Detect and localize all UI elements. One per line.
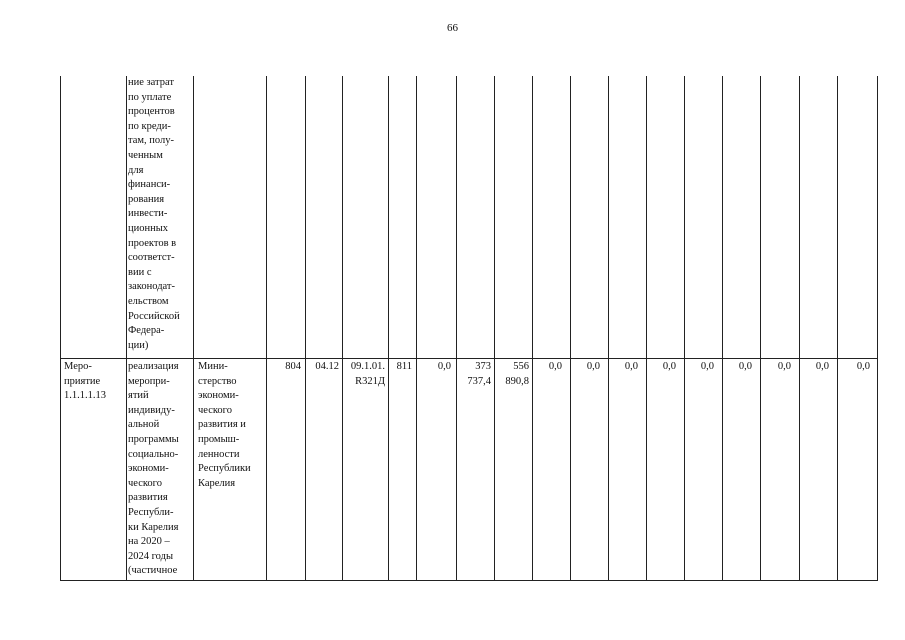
value-cell: 0,0 <box>700 361 714 372</box>
value-cell: 0,0 <box>777 361 791 372</box>
vr-code-cell: 811 <box>396 361 412 372</box>
budget-table <box>60 76 878 581</box>
column-divider <box>494 76 495 581</box>
continued-description-cell: ние затрат по уплате процентов по креди- там, полу- ченным для финанси- рования инвести- ционных проектов в соответст- вии с законодат- ельством Российской Федера- ции) <box>128 77 180 351</box>
value-cell: 0,0 <box>624 361 638 372</box>
value-cell: 0,0 <box>437 361 451 372</box>
column-divider <box>456 76 457 581</box>
column-divider <box>532 76 533 581</box>
page-number: 66 <box>447 22 458 34</box>
event-executor-cell: Мини- стерство экономи- ческого развития и промыш- ленности Республики Карелия <box>198 361 251 489</box>
column-divider <box>266 76 267 581</box>
column-divider <box>760 76 761 581</box>
column-divider <box>388 76 389 581</box>
value-cell: 0,0 <box>586 361 600 372</box>
column-divider <box>570 76 571 581</box>
csr-code-cell: 09.1.01. R321Д <box>350 361 385 387</box>
grbs-code-cell: 804 <box>285 361 301 372</box>
table-border-right <box>877 76 878 581</box>
value-cell: 0,0 <box>548 361 562 372</box>
value-cell: 373 737,4 <box>467 361 491 387</box>
column-divider <box>342 76 343 581</box>
column-divider <box>608 76 609 581</box>
column-divider <box>684 76 685 581</box>
value-cell: 0,0 <box>738 361 752 372</box>
column-divider <box>722 76 723 581</box>
rzpr-code-cell: 04.12 <box>315 361 339 372</box>
value-cell: 0,0 <box>662 361 676 372</box>
event-description-cell: реализация меропри- ятий индивиду- альной программы социально- экономи- ческого развития Республи- ки Карелия на 2020 – 2024 годы (частичное <box>128 361 179 577</box>
value-cell: 556 890,8 <box>505 361 529 387</box>
table-border-left <box>60 76 61 581</box>
value-cell: 0,0 <box>815 361 829 372</box>
row-divider <box>60 358 878 359</box>
column-divider <box>799 76 800 581</box>
column-divider <box>416 76 417 581</box>
column-divider <box>837 76 838 581</box>
column-divider <box>646 76 647 581</box>
column-divider <box>126 76 127 581</box>
column-divider <box>305 76 306 581</box>
event-label-cell: Меро- приятие 1.1.1.1.13 <box>64 361 106 402</box>
table-border-bottom <box>60 580 878 581</box>
value-cell: 0,0 <box>856 361 870 372</box>
